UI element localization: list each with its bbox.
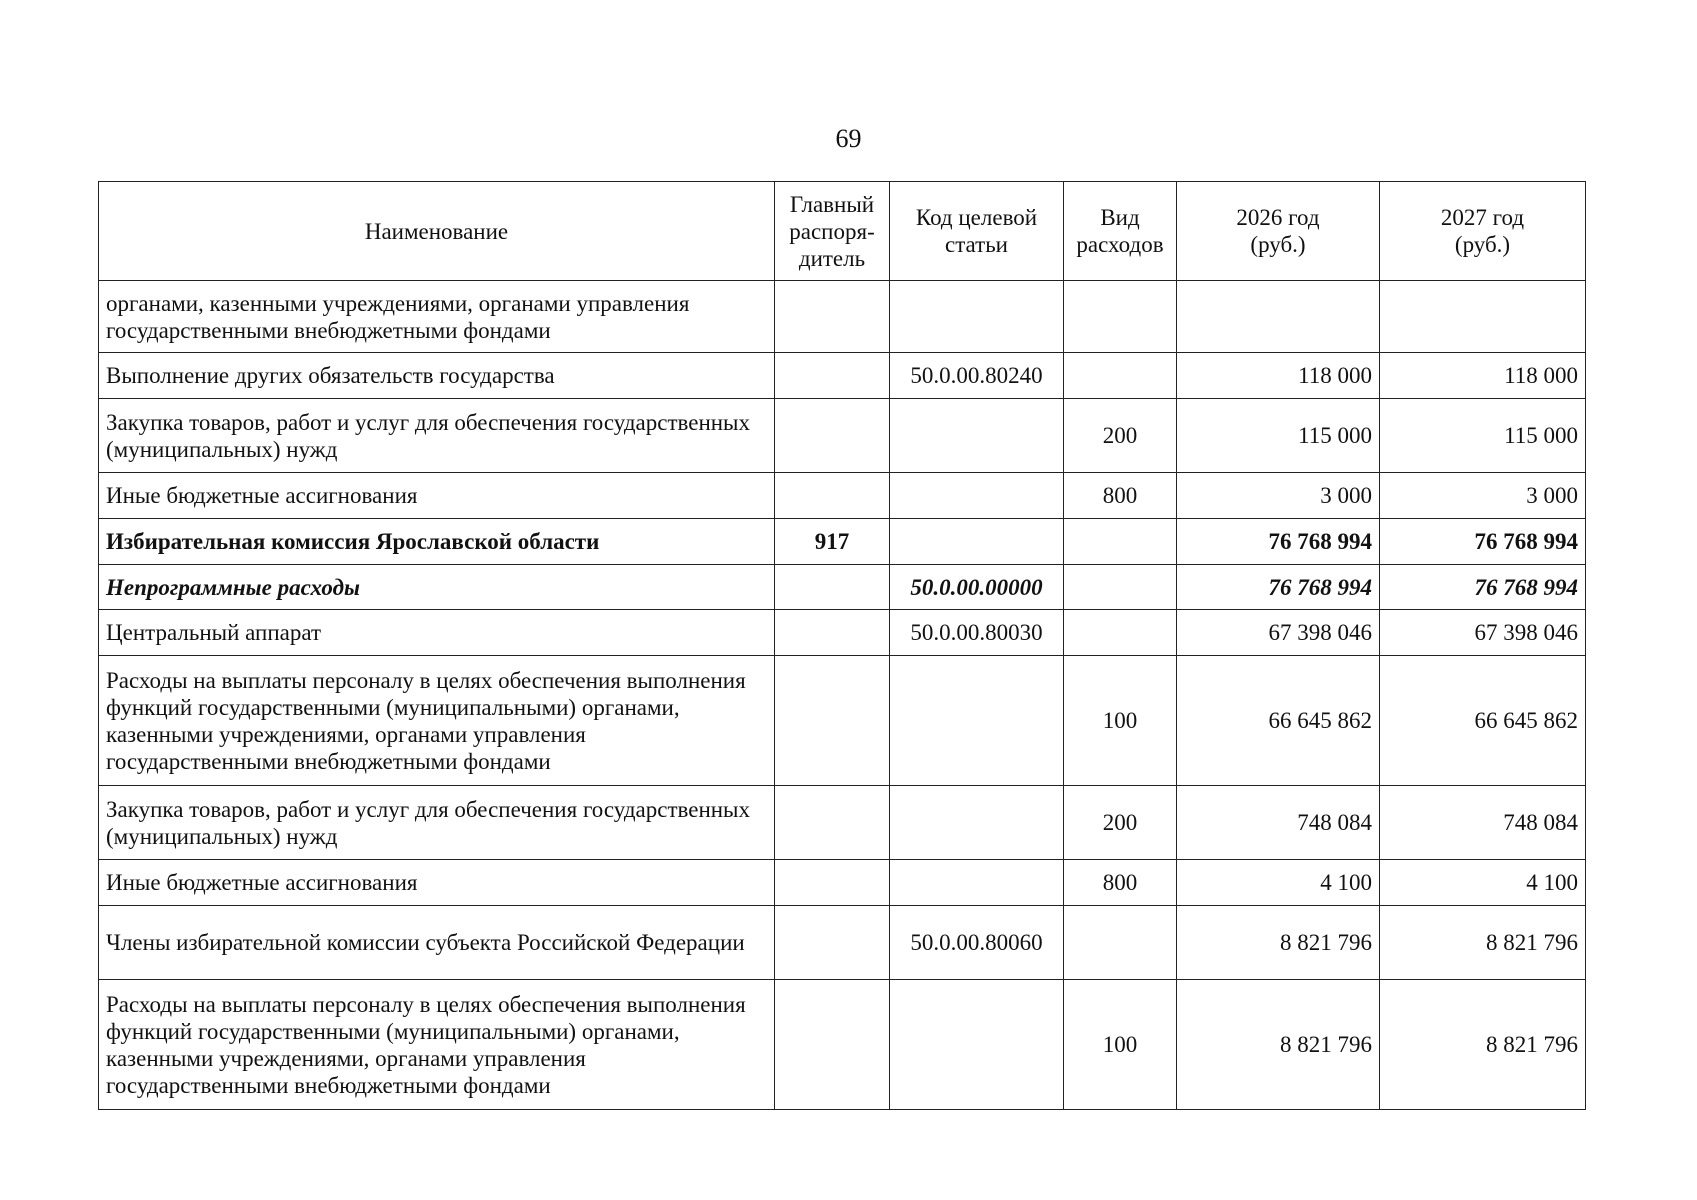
- row-code: [890, 656, 1064, 786]
- row-kind: 200: [1064, 786, 1177, 860]
- row-name: органами, казенными учреждениями, органами управления государственными внебюджетными фондами: [99, 281, 775, 353]
- row-kind: 100: [1064, 656, 1177, 786]
- row-kind: [1064, 565, 1177, 610]
- row-2026: 66 645 862: [1177, 656, 1380, 786]
- table-row: [99, 980, 1586, 1110]
- row-2027: 115 000: [1380, 399, 1586, 473]
- row-2026: [1177, 281, 1380, 353]
- row-code: [890, 980, 1064, 1110]
- row-kind: [1064, 906, 1177, 980]
- table-row: [99, 860, 1586, 906]
- row-code: [890, 399, 1064, 473]
- row-2027: 66 645 862: [1380, 656, 1586, 786]
- row-kind: 100: [1064, 980, 1177, 1110]
- row-manager: [775, 656, 890, 786]
- row-kind: [1064, 281, 1177, 353]
- row-manager: 917: [775, 519, 890, 565]
- row-name: Непрограммные расходы: [99, 565, 775, 610]
- budget-table: [98, 181, 1586, 1110]
- row-2026: 8 821 796: [1177, 980, 1380, 1110]
- header-manager: Главный распоря- дитель: [775, 182, 890, 281]
- row-manager: [775, 860, 890, 906]
- row-2027: 8 821 796: [1380, 980, 1586, 1110]
- row-2026: 3 000: [1177, 473, 1380, 519]
- row-manager: [775, 610, 890, 656]
- table-row: [99, 399, 1586, 473]
- row-2026: 76 768 994: [1177, 519, 1380, 565]
- row-code: 50.0.00.80240: [890, 353, 1064, 399]
- row-code: [890, 860, 1064, 906]
- row-kind: [1064, 519, 1177, 565]
- header-code: Код целевой статьи: [890, 182, 1064, 281]
- row-2027: 118 000: [1380, 353, 1586, 399]
- row-2026: 8 821 796: [1177, 906, 1380, 980]
- header-2027: 2027 год (руб.): [1380, 182, 1586, 281]
- row-kind: 800: [1064, 473, 1177, 519]
- row-2027: 76 768 994: [1380, 565, 1586, 610]
- row-name: Члены избирательной комиссии субъекта Российской Федерации: [99, 906, 775, 980]
- row-manager: [775, 980, 890, 1110]
- header-name: Наименование: [99, 182, 775, 281]
- row-manager: [775, 473, 890, 519]
- row-2027: 4 100: [1380, 860, 1586, 906]
- row-name: Расходы на выплаты персоналу в целях обеспечения выполнения функций государственными (муниципальными) органами, казенными учреждениями, органами управления государственными внебюджетными фондами: [99, 980, 775, 1110]
- row-code: 50.0.00.00000: [890, 565, 1064, 610]
- row-name: Расходы на выплаты персоналу в целях обеспечения выполнения функций государственными (муниципальными) органами, казенными учреждениями, органами управления государственными внебюджетными фондами: [99, 656, 775, 786]
- row-name: Иные бюджетные ассигнования: [99, 473, 775, 519]
- row-code: [890, 281, 1064, 353]
- row-kind: 200: [1064, 399, 1177, 473]
- row-manager: [775, 353, 890, 399]
- table-row: [99, 610, 1586, 656]
- row-kind: [1064, 610, 1177, 656]
- row-2027: 76 768 994: [1380, 519, 1586, 565]
- row-2026: 748 084: [1177, 786, 1380, 860]
- table-row: [99, 519, 1586, 565]
- row-2026: 4 100: [1177, 860, 1380, 906]
- row-name: Иные бюджетные ассигнования: [99, 860, 775, 906]
- table-row: [99, 786, 1586, 860]
- table-row: [99, 656, 1586, 786]
- row-2027: [1380, 281, 1586, 353]
- row-manager: [775, 786, 890, 860]
- row-code: 50.0.00.80030: [890, 610, 1064, 656]
- row-2026: 115 000: [1177, 399, 1380, 473]
- table-row: [99, 281, 1586, 353]
- page-number: 69: [835, 124, 862, 153]
- row-manager: [775, 906, 890, 980]
- row-2027: 748 084: [1380, 786, 1586, 860]
- row-2027: 3 000: [1380, 473, 1586, 519]
- row-manager: [775, 281, 890, 353]
- table-row: [99, 565, 1586, 610]
- row-kind: [1064, 353, 1177, 399]
- table-row: [99, 353, 1586, 399]
- row-2027: 67 398 046: [1380, 610, 1586, 656]
- row-name: Закупка товаров, работ и услуг для обеспечения государственных (муниципальных) нужд: [99, 399, 775, 473]
- row-manager: [775, 399, 890, 473]
- row-name: Выполнение других обязательств государства: [99, 353, 775, 399]
- row-manager: [775, 565, 890, 610]
- table-row: [99, 473, 1586, 519]
- row-2026: 67 398 046: [1177, 610, 1380, 656]
- row-name: Избирательная комиссия Ярославской области: [99, 519, 775, 565]
- table-row: [99, 906, 1586, 980]
- row-name: Закупка товаров, работ и услуг для обеспечения государственных (муниципальных) нужд: [99, 786, 775, 860]
- row-code: [890, 519, 1064, 565]
- header-2026: 2026 год (руб.): [1177, 182, 1380, 281]
- row-2026: 76 768 994: [1177, 565, 1380, 610]
- table-header-row: [99, 182, 1586, 281]
- row-2027: 8 821 796: [1380, 906, 1586, 980]
- row-2026: 118 000: [1177, 353, 1380, 399]
- row-kind: 800: [1064, 860, 1177, 906]
- row-code: [890, 473, 1064, 519]
- row-code: 50.0.00.80060: [890, 906, 1064, 980]
- row-name: Центральный аппарат: [99, 610, 775, 656]
- row-code: [890, 786, 1064, 860]
- header-kind: Вид расходов: [1064, 182, 1177, 281]
